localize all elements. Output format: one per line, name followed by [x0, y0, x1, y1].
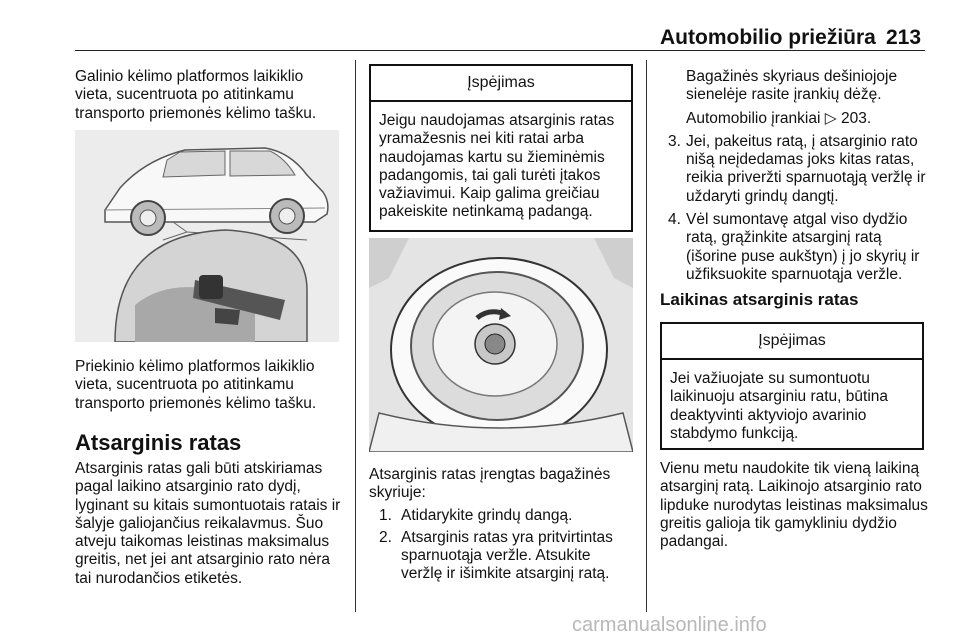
column-1: [75, 68, 343, 123]
column-1-lower: [75, 358, 343, 413]
toolkit-reference-text: Automobilio įrankiai: [686, 109, 821, 127]
step-text: Vėl sumontavę atgal viso dydžio ratą, grąžinkite atsarginį ratą (išorine puse aukštyn) į jo skyrių ir užfiksuokite sparnuotąja veržle.: [686, 211, 920, 283]
spare-location-intro: Atsarginis ratas įrengtas bagažinės skyriuje:: [369, 466, 611, 502]
toolbox-continuation: [660, 68, 928, 128]
spare-wheel-illustration: [369, 238, 633, 452]
step-4: [660, 211, 928, 284]
warning-box-1: [369, 64, 633, 232]
spare-wheel-paragraph: Atsarginis ratas gali būti atskiriamas pagal laikino atsarginio rato dydį, lyginant su kitais sumontuotais ratais ir šalyje galiojančius reikalavmus. Šuo atveju taikomas leistinas maksimalus greitis, net jei ant atsarginio rato nėra tai nurodančios etiketės.: [75, 460, 341, 587]
step-number: 2.: [379, 528, 392, 546]
page-header-title: Automobilio priežiūra: [660, 26, 876, 49]
step-3: [660, 133, 928, 206]
warning-text: Jei važiuojate su sumontuotu laikinuoju atsarginiu ratu, būtina deaktyvinti aktyviojo avarinio stabdymo funkciją.: [670, 370, 888, 442]
column-divider-2: [646, 60, 647, 612]
header-divider: [75, 50, 925, 51]
toolkit-page-link[interactable]: 203.: [840, 109, 872, 127]
spare-wheel-drawing: [369, 238, 633, 452]
temporary-spare-paragraph: Vienu metu naudokite tik vieną laikiną atsarginį ratą. Laikinojo atsarginio rato lipduke nurodytas leistinas maksimalus greitis galioja tik gamykliniu dydžio padangai.: [660, 460, 928, 551]
warning-text: Jeigu naudojamas atsarginis ratas yramažesnis nei kiti ratai arba naudojamas kartu su žieminėmis padangomis, tai gali turėti įtakos važiavimui. Kaip galima greičiau pakeiskite netinkamą padangą.: [379, 112, 615, 221]
step-number: 4.: [668, 211, 681, 229]
warning-title: Įspėjimas: [371, 66, 631, 102]
step-number: 1.: [379, 506, 392, 524]
car-lift-illustration: [75, 130, 339, 342]
step-2: [379, 529, 635, 584]
watermark: carmanualsonline.info: [572, 614, 767, 636]
warning-box-2: [660, 322, 924, 450]
section-heading-temporary-spare: Laikinas atsarginis ratas: [660, 290, 859, 309]
step-text: Atsarginis ratas yra pritvirtintas sparnuotąja veržle. Atsukite veržlę ir išimkite atsarginį ratą.: [401, 528, 613, 583]
page-reference-icon: ▷: [824, 109, 841, 127]
column-3-text: [660, 68, 928, 284]
section-heading-spare-wheel: Atsarginis ratas: [75, 430, 242, 455]
step-text: Jei, pakeitus ratą, į atsarginio rato nišą neįdedamas joks kitas ratas, reikia priveržti sparnuotąją veržlę ir uždaryti grindų dangtį.: [686, 132, 926, 205]
step-number: 3.: [668, 132, 681, 150]
rear-lift-paragraph: Galinio kėlimo platformos laikiklio vieta, sucentruota po atitinkamu transporto priemonės kėlimo tašku.: [75, 68, 317, 122]
car-lift-drawing: [75, 130, 339, 342]
column-2-text: [369, 466, 635, 584]
temporary-spare-body: [660, 460, 930, 551]
page-number: 213: [886, 26, 922, 49]
toolkit-reference: [686, 110, 928, 128]
step-1: [379, 507, 635, 525]
column-divider-1: [355, 60, 356, 612]
step-text: Atidarykite grindų dangą.: [401, 506, 573, 524]
spare-wheel-body: [75, 460, 343, 588]
warning-title: Įspėjimas: [662, 324, 922, 360]
front-lift-paragraph: Priekinio kėlimo platformos laikiklio vieta, sucentruota po atitinkamu transporto priemonės kėlimo tašku.: [75, 358, 317, 412]
toolbox-paragraph: Bagažinės skyriaus dešiniojoje sienelėje rasite įrankių dėžę.: [686, 68, 898, 104]
